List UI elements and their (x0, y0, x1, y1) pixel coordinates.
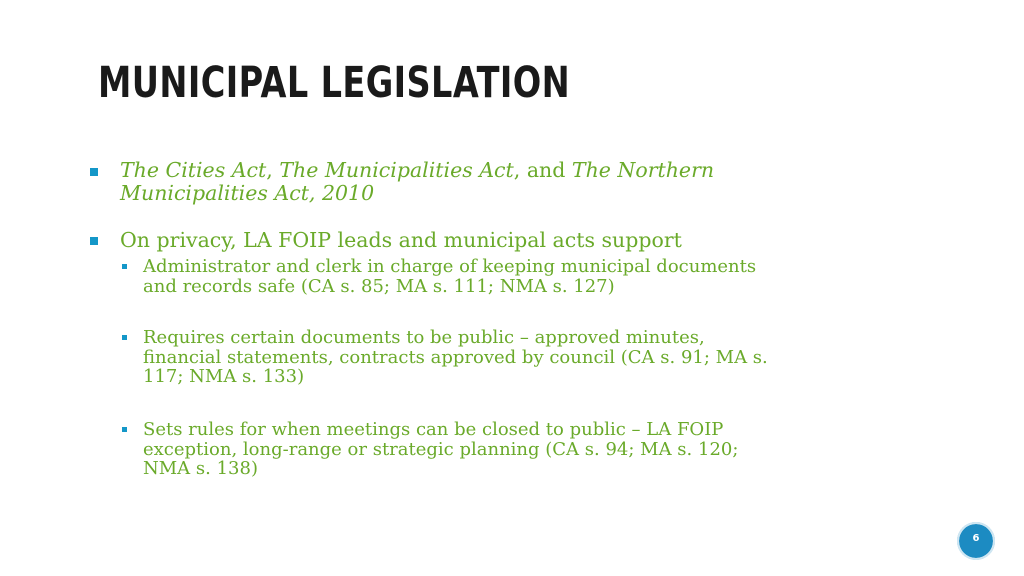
sub-bullet-3-text (143, 420, 738, 479)
sub-bullet-line: Administrator and clerk in charge of keeping municipal documents (143, 256, 757, 277)
slide-title: MUNICIPAL LEGISLATION (98, 58, 571, 108)
sub-bullet-square-icon (122, 335, 127, 340)
act-name: Municipalities Act, 2010 (120, 181, 375, 205)
sub-bullet-line: NMA s. 138) (143, 458, 258, 479)
bullet-1-text (120, 159, 714, 205)
sub-bullet-line: exception, long-range or strategic planning (CA s. 94; MA s. 120; (143, 438, 739, 460)
bullet-2-text: On privacy, LA FOIP leads and municipal acts support (120, 228, 682, 252)
act-name: The Northern (571, 158, 715, 182)
page-number: 6 (972, 533, 980, 544)
sub-bullet-square-icon (122, 427, 127, 432)
separator: , and (513, 158, 572, 182)
sub-bullet-line: financial statements, contracts approved by council (CA s. 91; MA s. (143, 346, 768, 368)
separator: , (266, 158, 280, 182)
bullet-square-icon (90, 168, 98, 176)
act-name: The Municipalities Act (279, 158, 514, 182)
sub-bullet-square-icon (122, 264, 127, 269)
sub-bullet-line: 117; NMA s. 133) (143, 366, 305, 387)
sub-bullet-1-text (143, 257, 756, 296)
sub-bullet-line: Requires certain documents to be public – approved minutes, (143, 327, 705, 348)
sub-bullet-2-text (143, 328, 768, 387)
sub-bullet-line: and records safe (CA s. 85; MA s. 111; NMA s. 127) (143, 275, 615, 297)
page-number-badge (957, 522, 995, 560)
act-name: The Cities Act (120, 158, 267, 182)
bullet-square-icon (90, 237, 98, 245)
sub-bullet-line: Sets rules for when meetings can be closed to public – LA FOIP (143, 419, 724, 440)
